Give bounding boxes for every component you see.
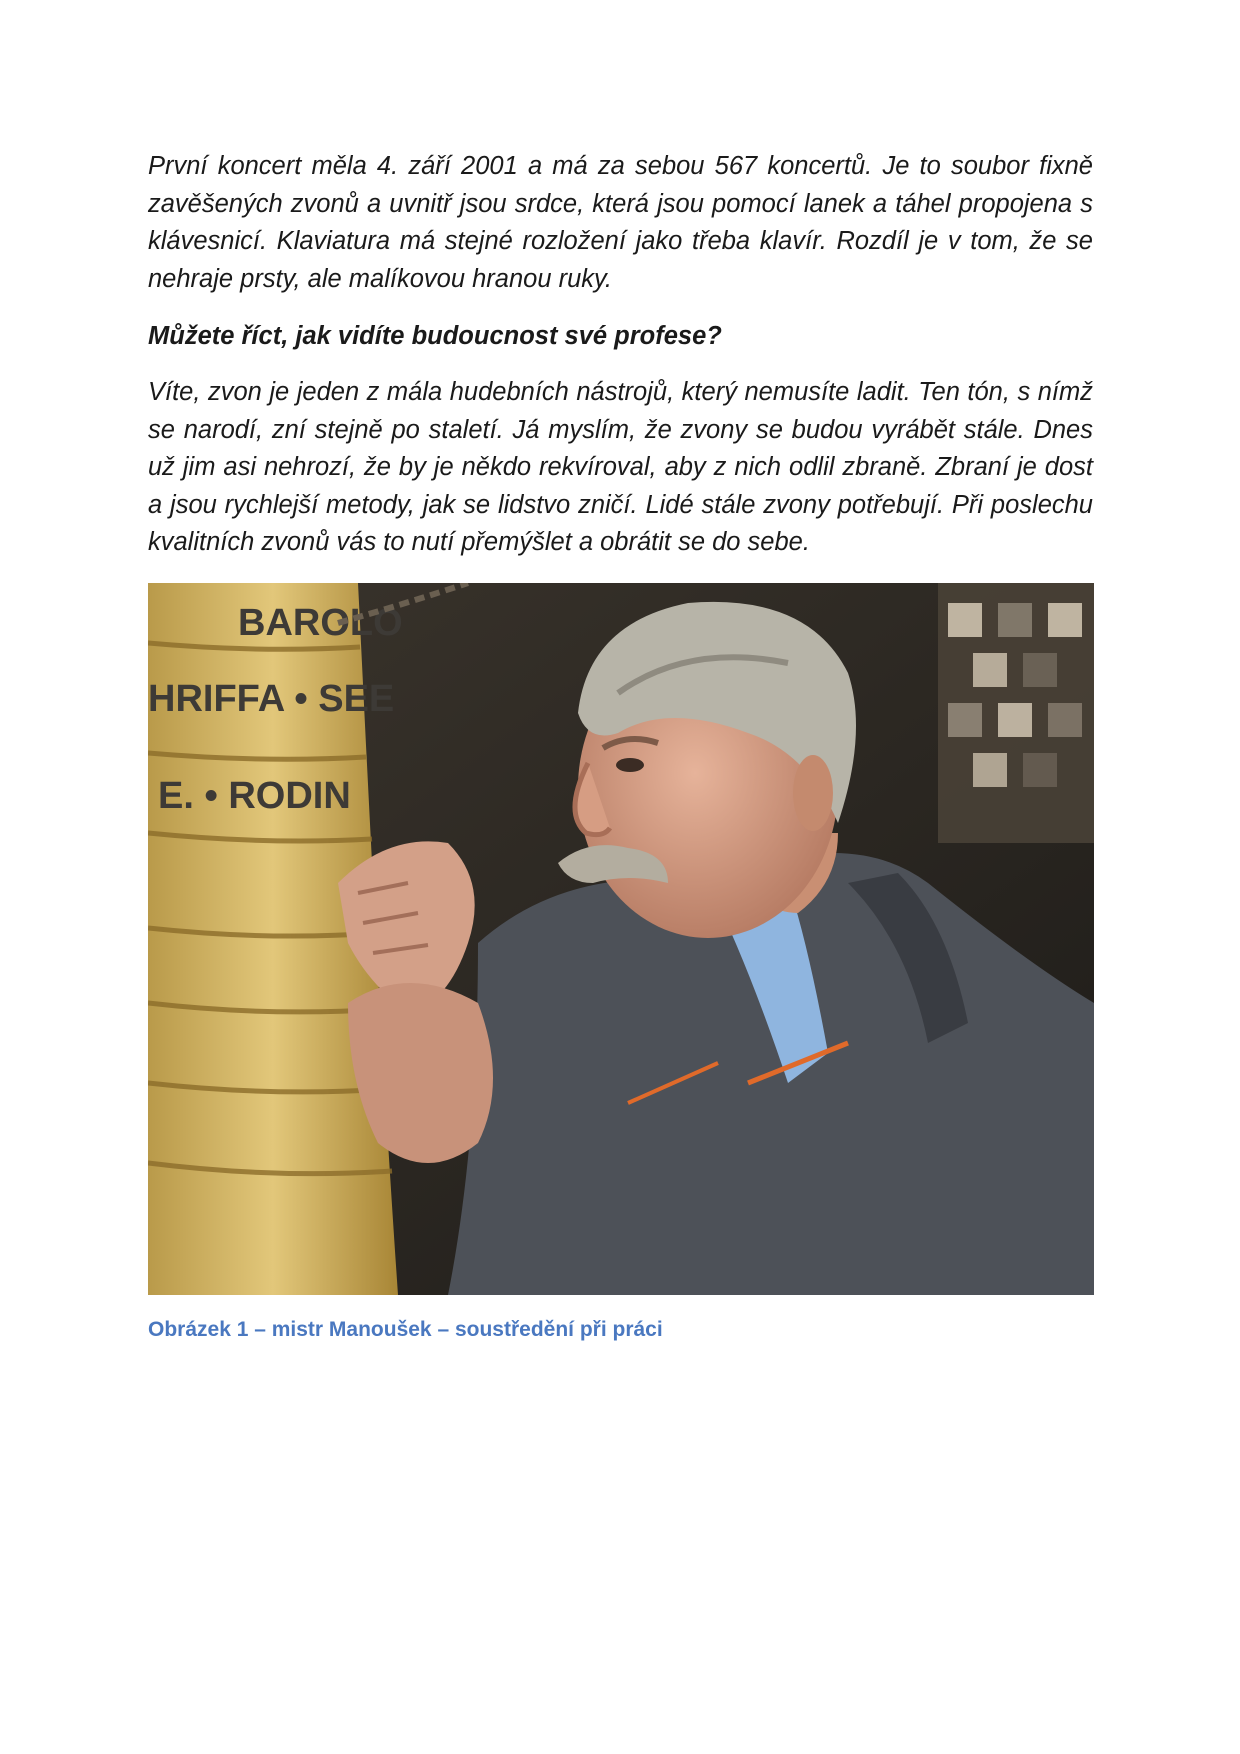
document-body	[148, 148, 1093, 582]
paragraph-first-concert: První koncert měla 4. září 2001 a má za sebou 567 koncertů. Je to soubor fixně zavěšených zvonů a uvnitř jsou srdce, která jsou pomocí lanek a táhel propojena s klávesnicí. Klaviatura má stejné rozložení jako třeba klavír. Rozdíl je v tom, že se nehraje prsty, ale malíkovou hranou ruky.	[148, 152, 1093, 293]
svg-text:E. • RODIN: E. • RODIN	[158, 775, 351, 817]
svg-text:HRIFFA • SEE: HRIFFA • SEE	[148, 678, 395, 720]
figure-caption: Obrázek 1 – mistr Manoušek – soustředění při práci	[148, 1318, 663, 1341]
interview-question: Můžete říct, jak vidíte budoucnost své profese?	[148, 322, 722, 351]
svg-text:BAROLO: BAROLO	[238, 602, 403, 644]
photo-bell-maker	[148, 583, 1094, 1295]
paragraph-answer: Víte, zvon je jeden z mála hudebních nástrojů, který nemusíte ladit. Ten tón, s nímž se narodí, zní stejně po staletí. Já myslím, že zvony se budou vyrábět stále. Dnes už jim asi nehrozí, že by je někdo rekvíroval, aby z nich odlil zbraně. Zbraní je dost a jsou rychlejší metody, jak se lidstvo zničí. Lidé stále zvony potřebují. Při poslechu kvalitních zvonů vás to nutí přemýšlet a obrátit se do sebe.	[148, 377, 1093, 557]
